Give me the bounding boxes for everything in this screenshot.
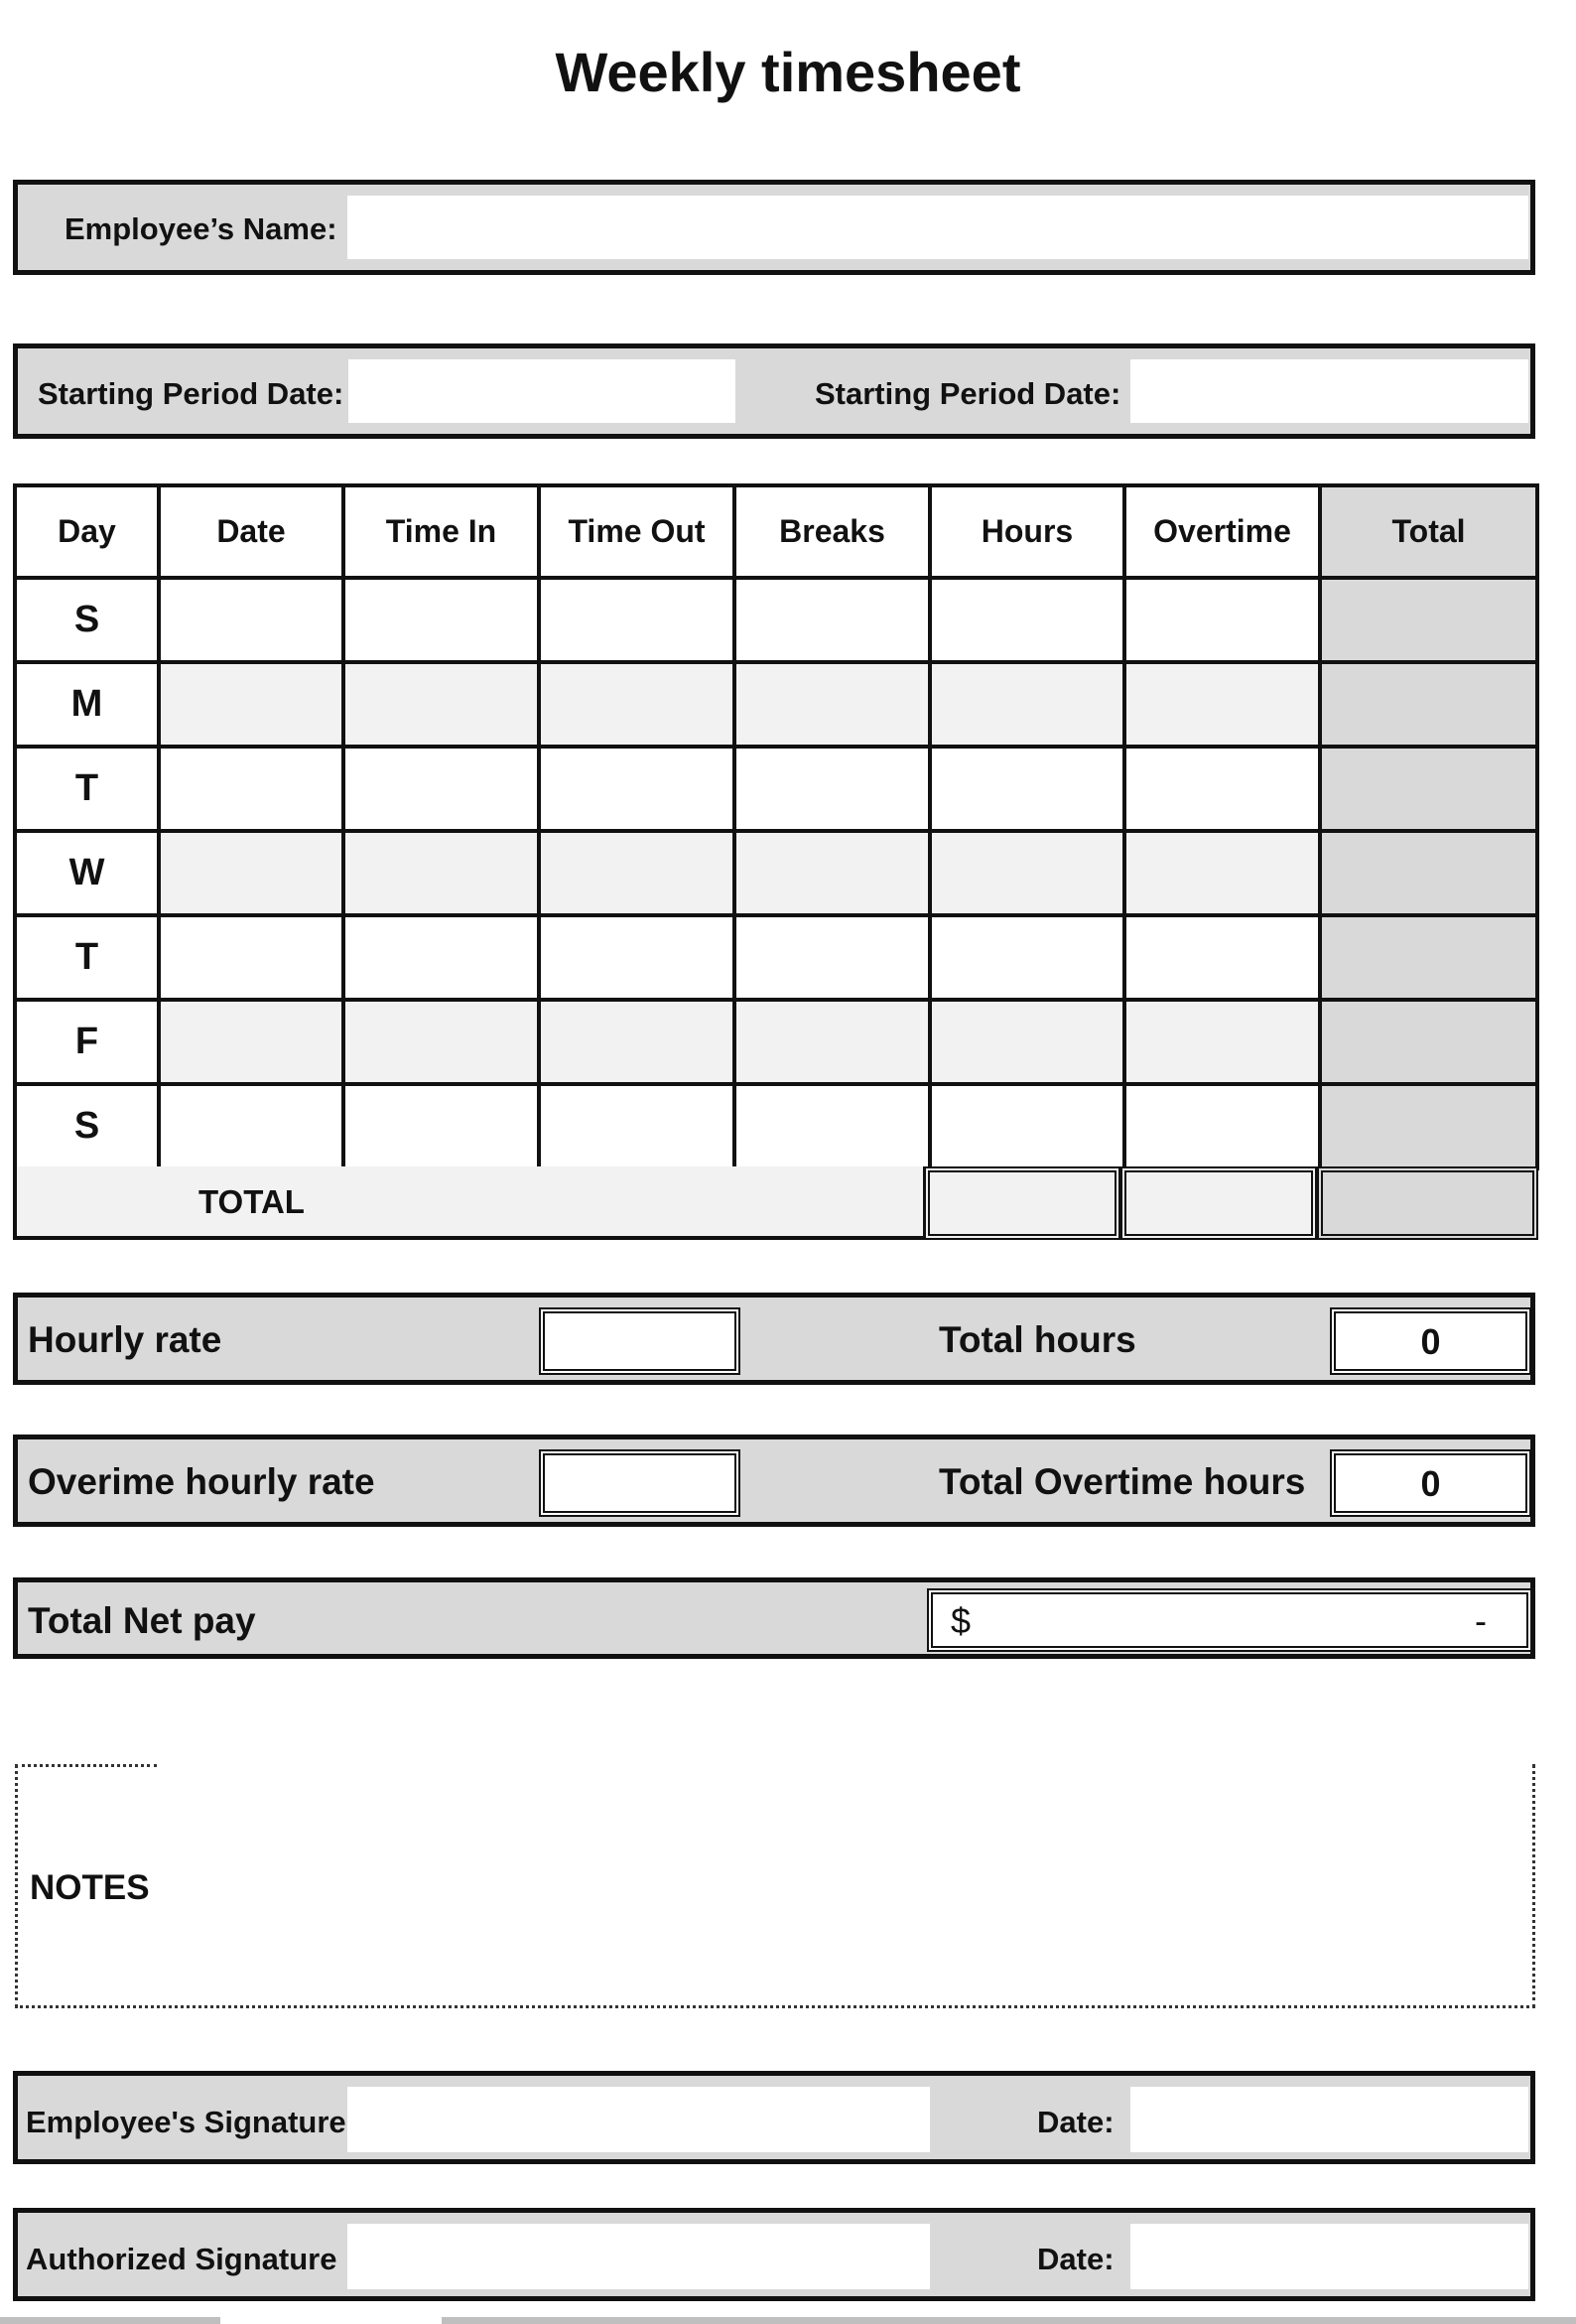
overtime-rate-row (13, 1435, 1535, 1527)
day-label: F (15, 1000, 159, 1084)
hours-cell[interactable] (930, 831, 1124, 915)
time-out-cell[interactable] (539, 747, 734, 831)
breaks-cell[interactable] (734, 1084, 930, 1168)
total-total-cell (1317, 1166, 1538, 1240)
authorized-date-label: Date: (1037, 2242, 1115, 2276)
total-row (13, 1166, 927, 1240)
period-row (13, 343, 1535, 439)
table-row (15, 662, 1537, 747)
employee-name-row (13, 180, 1535, 275)
period-start-label: Starting Period Date: (38, 376, 344, 411)
overtime-cell[interactable] (1124, 578, 1320, 662)
hours-cell[interactable] (930, 915, 1124, 1000)
total-cell (1320, 831, 1537, 915)
net-pay-field (927, 1588, 1532, 1652)
hours-cell[interactable] (930, 578, 1124, 662)
total-overtime-value: 0 (1420, 1463, 1441, 1504)
authorized-signature-row (13, 2208, 1535, 2301)
col-header-time-in: Time In (343, 485, 539, 578)
date-cell[interactable] (159, 915, 343, 1000)
table-row (15, 1084, 1537, 1168)
table-row (15, 578, 1537, 662)
overtime-cell[interactable] (1124, 1000, 1320, 1084)
breaks-cell[interactable] (734, 662, 930, 747)
breaks-cell[interactable] (734, 578, 930, 662)
total-cell (1320, 1084, 1537, 1168)
day-label: S (15, 578, 159, 662)
period-end-label: Starting Period Date: (815, 376, 1121, 411)
day-label: T (15, 915, 159, 1000)
overtime-rate-field[interactable] (539, 1449, 740, 1517)
period-end-field[interactable] (1130, 359, 1528, 423)
hours-cell[interactable] (930, 1000, 1124, 1084)
employee-name-field[interactable] (347, 196, 1528, 259)
employee-signature-field[interactable] (347, 2087, 930, 2152)
total-hours-field (1330, 1307, 1531, 1375)
time-out-cell[interactable] (539, 662, 734, 747)
total-cell (1320, 747, 1537, 831)
table-row (15, 747, 1537, 831)
time-in-cell[interactable] (343, 578, 539, 662)
authorized-signature-field[interactable] (347, 2224, 930, 2289)
net-pay-row (13, 1577, 1535, 1659)
breaks-cell[interactable] (734, 1000, 930, 1084)
time-out-cell[interactable] (539, 915, 734, 1000)
date-cell[interactable] (159, 1000, 343, 1084)
total-cell (1320, 915, 1537, 1000)
col-header-day: Day (15, 485, 159, 578)
notes-top-border (15, 1764, 157, 1767)
notes-box[interactable] (15, 1764, 1535, 2008)
bottom-edge-fragment (442, 2317, 1576, 2324)
employee-date-label: Date: (1037, 2105, 1115, 2139)
day-label: W (15, 831, 159, 915)
employee-name-label: Employee’s Name: (65, 211, 337, 246)
hourly-rate-field[interactable] (539, 1307, 740, 1375)
time-in-cell[interactable] (343, 1000, 539, 1084)
total-overtime-cell (1120, 1166, 1317, 1240)
date-cell[interactable] (159, 578, 343, 662)
breaks-cell[interactable] (734, 915, 930, 1000)
date-cell[interactable] (159, 1084, 343, 1168)
col-header-time-out: Time Out (539, 485, 734, 578)
employee-signature-row (13, 2071, 1535, 2164)
day-label: S (15, 1084, 159, 1168)
col-header-overtime: Overtime (1124, 485, 1320, 578)
col-header-breaks: Breaks (734, 485, 930, 578)
authorized-date-field[interactable] (1130, 2224, 1528, 2289)
table-row (15, 1000, 1537, 1084)
authorized-signature-label: Authorized Signature (26, 2242, 337, 2276)
breaks-cell[interactable] (734, 831, 930, 915)
col-header-hours: Hours (930, 485, 1124, 578)
time-out-cell[interactable] (539, 831, 734, 915)
total-hours-label: Total hours (939, 1319, 1136, 1360)
notes-label: NOTES (30, 1868, 150, 1907)
overtime-cell[interactable] (1124, 662, 1320, 747)
net-pay-value: - (1475, 1600, 1487, 1641)
overtime-cell[interactable] (1124, 747, 1320, 831)
table-row (15, 915, 1537, 1000)
page-title: Weekly timesheet (555, 41, 1021, 103)
employee-signature-label: Employee's Signature (26, 2105, 346, 2139)
total-cell (1320, 578, 1537, 662)
overtime-cell[interactable] (1124, 831, 1320, 915)
date-cell[interactable] (159, 662, 343, 747)
time-in-cell[interactable] (343, 915, 539, 1000)
period-start-field[interactable] (348, 359, 735, 423)
col-header-total: Total (1320, 485, 1537, 578)
hourly-rate-label: Hourly rate (28, 1319, 222, 1360)
overtime-rate-label: Overime hourly rate (28, 1461, 375, 1502)
total-hours-value: 0 (1420, 1321, 1441, 1362)
time-in-cell[interactable] (343, 1084, 539, 1168)
timesheet-table (13, 483, 1539, 1170)
date-cell[interactable] (159, 747, 343, 831)
time-in-cell[interactable] (343, 831, 539, 915)
hours-cell[interactable] (930, 662, 1124, 747)
total-cell (1320, 1000, 1537, 1084)
overtime-cell[interactable] (1124, 915, 1320, 1000)
day-label: T (15, 747, 159, 831)
time-out-cell[interactable] (539, 1000, 734, 1084)
total-row-label: TOTAL (198, 1183, 305, 1220)
net-pay-label: Total Net pay (28, 1600, 256, 1641)
time-out-cell[interactable] (539, 1084, 734, 1168)
hourly-rate-row (13, 1293, 1535, 1385)
breaks-cell[interactable] (734, 747, 930, 831)
table-header-row (15, 485, 1537, 578)
day-label: M (15, 662, 159, 747)
employee-date-field[interactable] (1130, 2087, 1528, 2152)
total-cell (1320, 662, 1537, 747)
table-row (15, 831, 1537, 915)
date-cell[interactable] (159, 831, 343, 915)
hours-cell[interactable] (930, 1084, 1124, 1168)
col-header-date: Date (159, 485, 343, 578)
currency-symbol: $ (951, 1600, 972, 1641)
total-overtime-field (1330, 1449, 1531, 1517)
time-in-cell[interactable] (343, 662, 539, 747)
time-in-cell[interactable] (343, 747, 539, 831)
overtime-cell[interactable] (1124, 1084, 1320, 1168)
time-out-cell[interactable] (539, 578, 734, 662)
hours-cell[interactable] (930, 747, 1124, 831)
total-overtime-label: Total Overtime hours (939, 1461, 1306, 1502)
total-hours-cell (924, 1166, 1120, 1240)
bottom-edge-fragment (0, 2317, 220, 2324)
